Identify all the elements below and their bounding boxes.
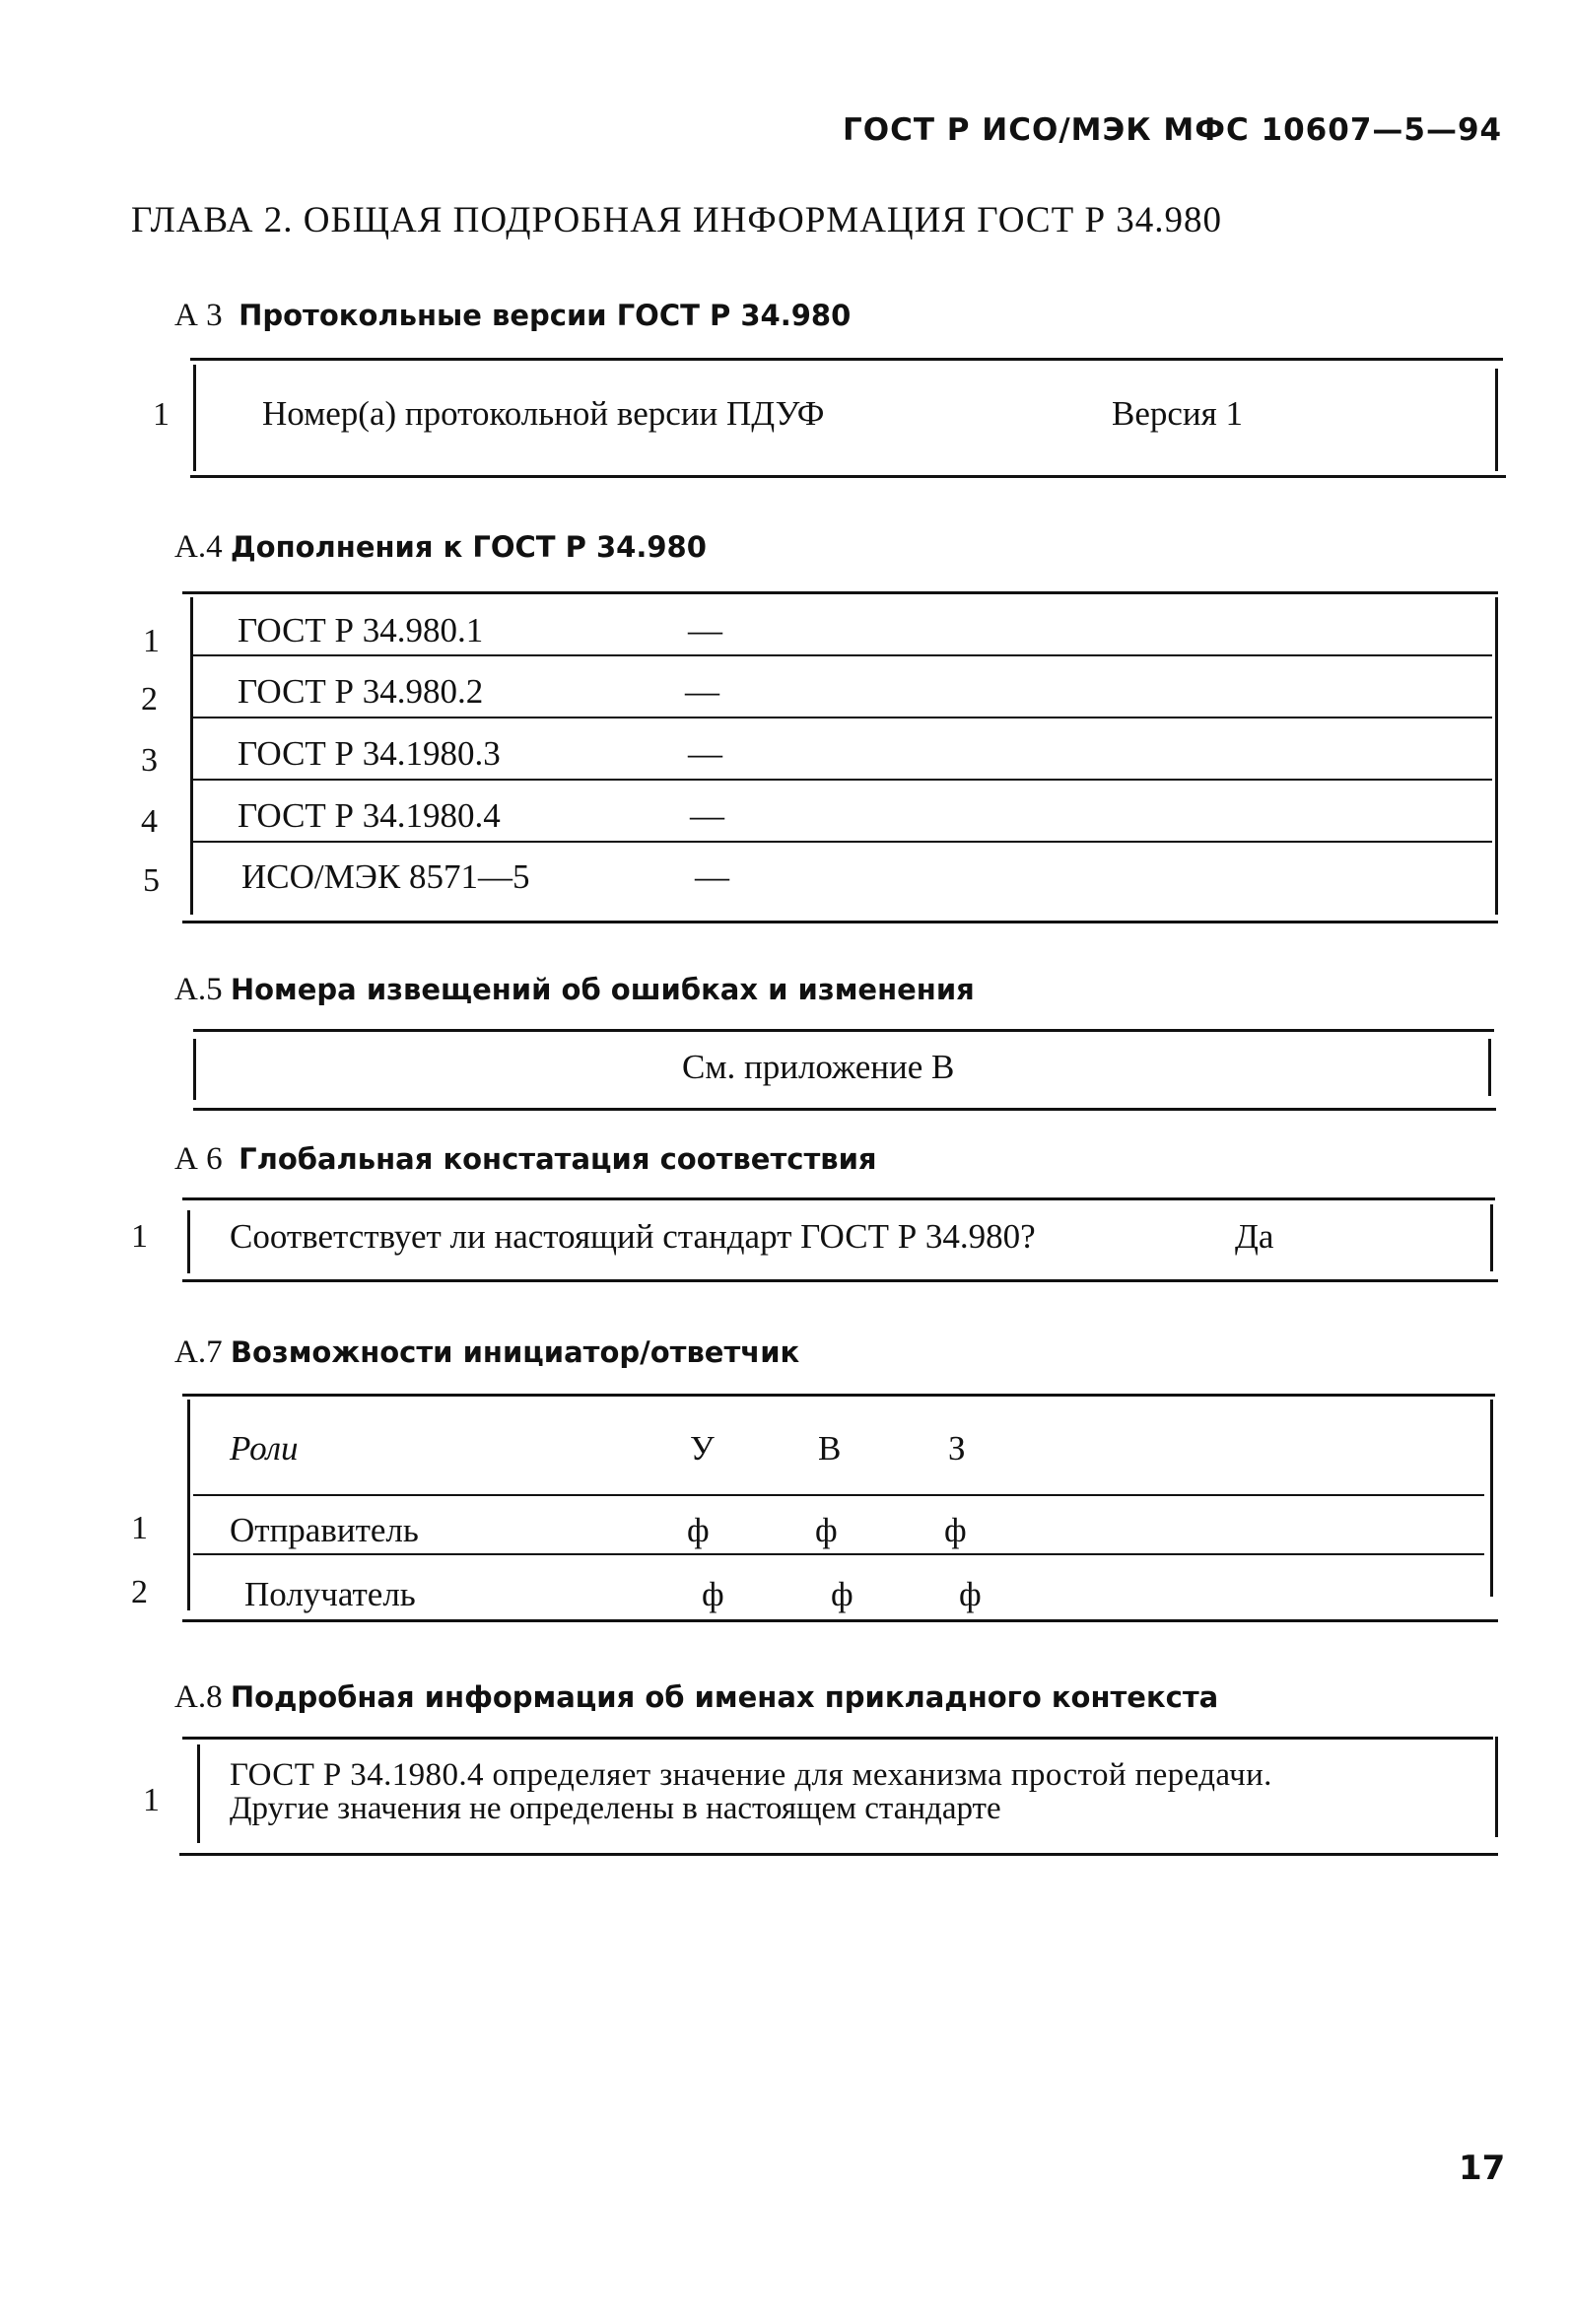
role-name: Отправитель [230, 1511, 419, 1549]
conformance-answer: Да [1235, 1217, 1274, 1256]
supplement-value: — [688, 611, 722, 649]
supplement-name: ГОСТ Р 34.1980.4 [238, 796, 501, 835]
role-value: ф [702, 1575, 724, 1613]
section-a8-title: А.8 Подробная информация об именах прикладного контекста [174, 1679, 1219, 1715]
supplement-name: ГОСТ Р 34.1980.3 [238, 734, 501, 773]
role-value: ф [959, 1575, 982, 1613]
row-number: 1 [143, 623, 160, 659]
row-number: 1 [153, 396, 170, 433]
row-number: 1 [131, 1510, 148, 1546]
section-a3-title: А 3 Протокольные версии ГОСТ Р 34.980 [174, 298, 852, 333]
chapter-title: ГЛАВА 2. ОБЩАЯ ПОДРОБНАЯ ИНФОРМАЦИЯ ГОСТ Р 34.980 [131, 200, 1223, 240]
section-a6-title: А 6 Глобальная констатация соответствия [174, 1141, 877, 1177]
column-header-z: З [948, 1429, 966, 1468]
supplement-name: ИСО/МЭК 8571—5 [241, 857, 530, 896]
supplement-value: — [688, 734, 722, 773]
column-header-u: У [690, 1429, 715, 1468]
role-value: ф [831, 1575, 854, 1613]
role-name: Получатель [244, 1575, 416, 1613]
row-number: 1 [143, 1782, 160, 1818]
supplement-value: — [695, 857, 729, 896]
role-value: ф [944, 1511, 967, 1549]
section-a5-title: А.5 Номера извещений об ошибках и изменения [174, 972, 975, 1007]
row-number: 3 [141, 742, 158, 779]
row-number: 2 [141, 681, 158, 718]
application-context-text: ГОСТ Р 34.1980.4 определяет значение для механизма простой передачи. Другие значения не определены в настоящем стандарте [230, 1757, 1272, 1826]
protocol-version-label: Номер(а) протокольной версии ПДУФ [262, 394, 825, 433]
protocol-version-value: Версия 1 [1112, 394, 1243, 433]
role-value: ф [687, 1511, 710, 1549]
roles-header: Роли [230, 1429, 299, 1468]
supplement-value: — [690, 796, 724, 835]
conformance-question: Соответствует ли настоящий стандарт ГОСТ Р 34.980? [230, 1217, 1036, 1256]
supplement-value: — [685, 672, 719, 711]
errata-reference: См. приложение В [682, 1048, 955, 1086]
role-value: ф [815, 1511, 838, 1549]
running-header: ГОСТ Р ИСО/МЭК МФС 10607—5—94 [843, 112, 1503, 148]
row-number: 5 [143, 862, 160, 899]
row-number: 4 [141, 803, 158, 840]
supplement-name: ГОСТ Р 34.980.1 [238, 611, 484, 649]
row-number: 2 [131, 1574, 148, 1610]
column-header-v: В [818, 1429, 842, 1468]
page-number: 17 [1459, 2149, 1506, 2188]
section-a7-title: А.7 Возможности инициатор/ответчик [174, 1334, 800, 1370]
section-a4-title: А.4 Дополнения к ГОСТ Р 34.980 [174, 529, 707, 565]
supplement-name: ГОСТ Р 34.980.2 [238, 672, 484, 711]
row-number: 1 [131, 1218, 148, 1255]
